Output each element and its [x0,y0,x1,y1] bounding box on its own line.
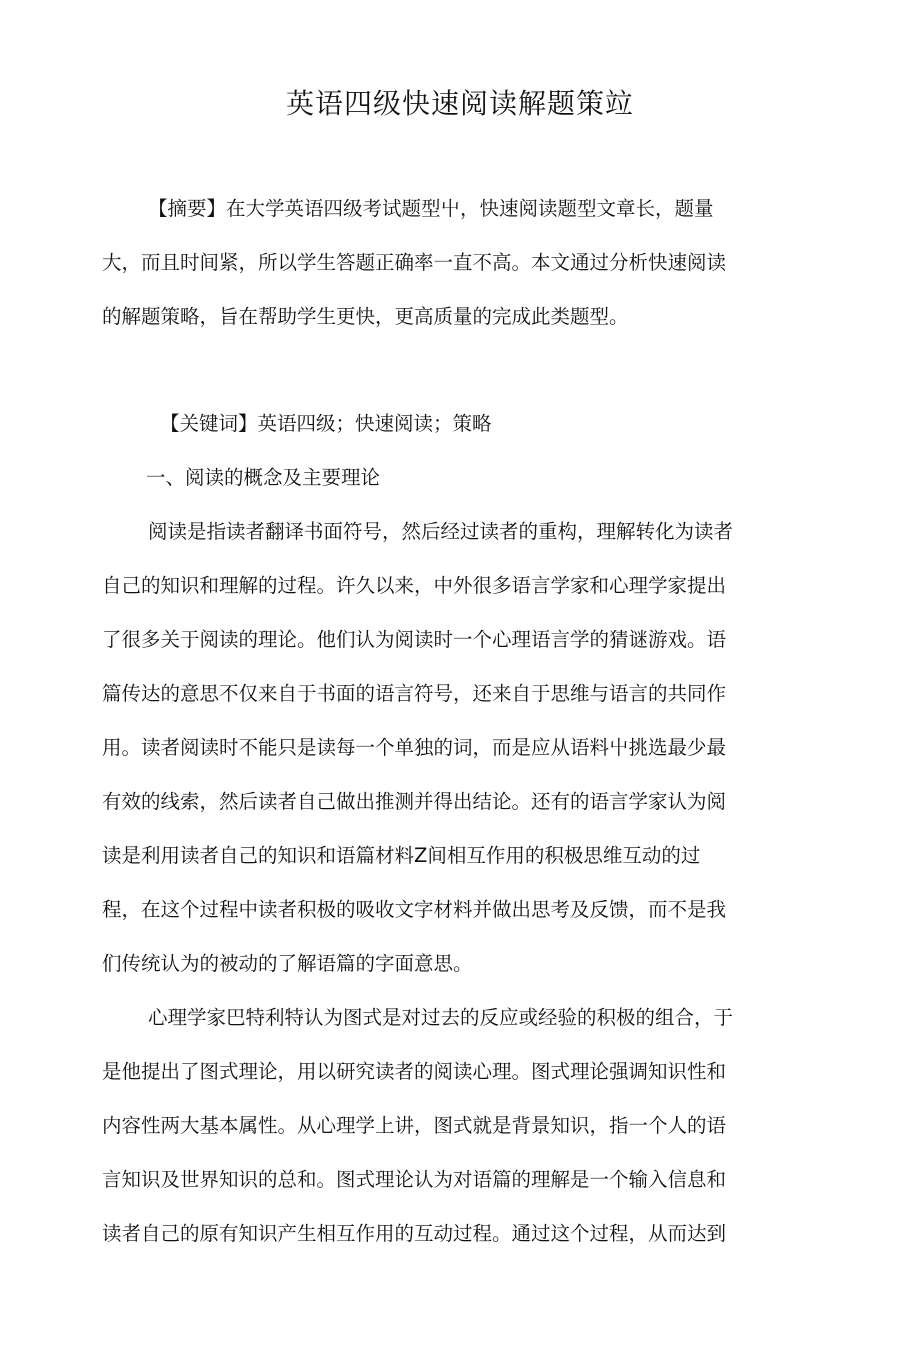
paragraph-line: 内容性两大基本属性。从心理学上讲，图式就是背景知识，指一个人的语 [102,1114,727,1137]
paragraph-line: 是他提出了图式理论，用以研究读者的阅读心理。图式理论强调知识性和 [102,1060,727,1083]
section-heading: 一、阅读的概念及主要理论 [146,466,381,489]
body-paragraph-1 [102,505,768,991]
paragraph-line: 了很多关于阅读的理论。他们认为阅读时一个心理语言学的猜谜游戏。语 [102,628,727,651]
paragraph-line: 们传统认为的被动的了解语篇的字面意思。 [102,952,473,975]
paragraph-line: 程，在这个过程中读者积极的吸收文字材料并做出思考及反馈，而不是我 [102,898,727,921]
keywords-line: 【关键词】英语四级；快速阅读；策略 [160,412,492,435]
paragraph-line: 用。读者阅读时不能只是读每一个单独的词，而是应从语料屮挑选最少最 [102,736,727,759]
abstract-paragraph [102,182,768,344]
paragraph-line: 篇传达的意思不仅来自于书面的语言符号，还来自于思维与语言的共同作 [102,682,727,705]
body-paragraph-2 [102,991,768,1261]
paragraph-line: 读是利用读者自己的知识和语篇材料Z间相互作用的积极思维互动的过 [102,844,701,867]
paragraph-line: 读者自己的原有知识产生相互作用的互动过程。通过这个过程，从而达到 [102,1222,727,1245]
paragraph-line: 阅读是指读者翻译书面符号，然后经过读者的重构，理解转化为读者 [148,520,734,543]
paragraph-line: 自己的知识和理解的过程。许久以来，中外很多语言学家和心理学家提出 [102,574,727,597]
abstract-line: 的解题策略，旨在帮助学生更快，更高质量的完成此类题型。 [102,305,629,328]
abstract-line: 【摘要】在大学英语四级考试题型屮，快速阅读题型文章长，题量 [148,197,714,220]
abstract-line: 大，而且时间紧，所以学生答题正确率一直不高。本文通过分析快速阅读 [102,251,727,274]
paragraph-line: 心理学家巴特利特认为图式是对过去的反应或经验的积极的组合，于 [148,1006,734,1029]
document-title: 英语四级快速阅读解题策竝 [285,87,634,120]
paragraph-line: 言知识及世界知识的总和。图式理论认为对语篇的理解是一个输入信息和 [102,1168,727,1191]
paragraph-line: 有效的线索，然后读者自己做出推测并得出结论。还有的语言学家认为阅 [102,790,727,813]
